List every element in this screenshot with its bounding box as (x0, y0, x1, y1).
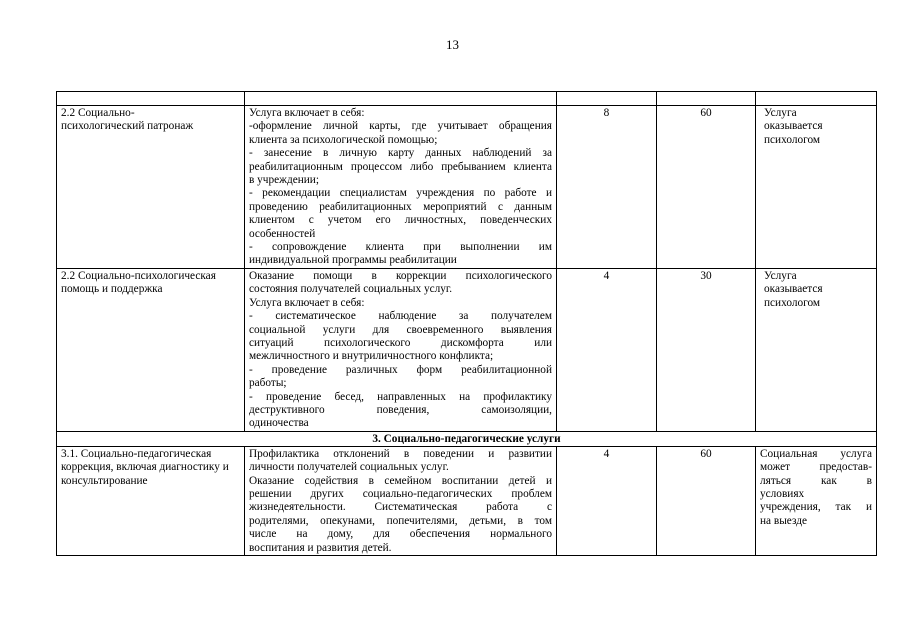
text-line: индивидуальной программы реабилитации (249, 254, 457, 267)
text-line: жизнедеятельности. Систематическая работа с (249, 501, 552, 514)
text-line: в учреждении; (249, 174, 319, 187)
text-line: клиента за психологической помощью; (249, 133, 438, 146)
table-row (57, 268, 877, 431)
header-cell (557, 92, 657, 106)
service-note: Услуга оказывается психологом (756, 268, 877, 431)
service-name: 2.2 Социально-психологическая помощь и поддержка (57, 268, 245, 431)
header-cell (657, 92, 756, 106)
text-line: решении других социально-педагогических проблем (249, 487, 552, 500)
service-note (756, 446, 877, 555)
text-line: числе на дому, для обеспечения нормального (249, 528, 552, 541)
service-value-2: 60 (657, 446, 756, 555)
text-line: состояния получателей социальных услуг. (249, 283, 453, 296)
service-value-1: 4 (557, 268, 657, 431)
text-line: учреждения, так и (760, 501, 872, 514)
text-line: Оказание помощи в коррекции психологического (249, 269, 552, 282)
header-cell (245, 92, 557, 106)
text-line: - проведение бесед, направленных на профилактику (249, 390, 552, 403)
text-line: ситуаций психологического дискомфорта или (249, 336, 552, 349)
text-line: реабилитационным процессом либо пребыванием клиента (249, 160, 552, 173)
text-line: одиночества (249, 417, 309, 430)
section-header: 3. Социально-педагогические услуги (57, 431, 877, 446)
service-value-1: 4 (557, 446, 657, 555)
service-note: Услуга оказывается психологом (756, 106, 877, 269)
text-line: Оказание содействия в семейном воспитании детей и (249, 474, 552, 487)
text-line: социальной услуги для своевременного выявления (249, 323, 552, 336)
text-line: - рекомендации специалистам учреждения по работе и (249, 187, 552, 200)
text-line: ляться как в (760, 474, 872, 487)
table-row (57, 446, 877, 555)
table-row (57, 106, 877, 269)
text-line: проведению реабилитационных мероприятий с данным (249, 200, 552, 213)
service-value-1: 8 (557, 106, 657, 269)
text-line: воспитания и развития детей. (249, 541, 392, 554)
text-line: - систематическое наблюдение за получателем (249, 310, 552, 323)
text-line: может предостав- (760, 461, 872, 474)
text-line: -оформление личной карты, где учитывает обращения (249, 120, 552, 133)
text-line: личности получателей социальных услуг. (249, 461, 449, 474)
service-description (245, 106, 557, 269)
text-line: Услуга включает в себя: (249, 107, 365, 119)
text-line: Профилактика отклонений в поведении и развитии (249, 447, 552, 460)
text-line: деструктивного поведения, самоизоляции, (249, 403, 552, 416)
page-number: 13 (446, 37, 459, 52)
text-line: родителями, опекунами, попечителями, детьми, в том (249, 514, 552, 527)
text-line: межличностного и внутриличностного конфликта; (249, 350, 494, 363)
text-line: особенностей (249, 227, 316, 240)
services-table (56, 91, 877, 556)
text-line: Услуга включает в себя: (249, 296, 365, 309)
text-line: - занесение в личную карту данных наблюдений за (249, 147, 552, 160)
text-line: - сопровождение клиента при выполнении им (249, 241, 552, 254)
service-name: 3.1. Социально-педагогическая коррекция, включая диагностику и консультирование (57, 446, 245, 555)
text-line: Социальная услуга (760, 447, 872, 460)
service-value-2: 60 (657, 106, 756, 269)
header-cell (756, 92, 877, 106)
text-line: работы; (249, 377, 287, 390)
header-cell (57, 92, 245, 106)
text-line: на выезде (760, 514, 807, 527)
service-value-2: 30 (657, 268, 756, 431)
text-line: клиентом с учетом его личностных, поведенческих (249, 214, 552, 227)
text-line: - проведение различных форм реабилитационной (249, 363, 552, 376)
service-name: 2.2 Социально-психологический патронаж (57, 106, 245, 269)
table-header-row (57, 92, 877, 106)
section-header-row (57, 431, 877, 446)
text-line: условиях (760, 487, 805, 500)
service-description (245, 268, 557, 431)
service-description (245, 446, 557, 555)
